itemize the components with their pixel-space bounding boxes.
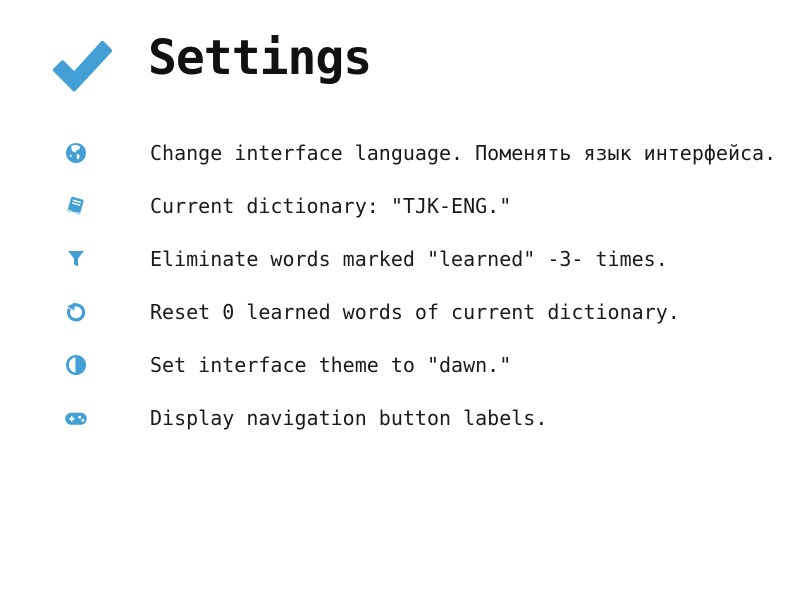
setting-interface-theme[interactable] [0,338,800,391]
book-icon [64,194,88,218]
globe-icon [64,141,88,165]
checkmark-icon [48,38,116,94]
reset-icon [64,300,88,324]
setting-label: Set interface theme to "dawn." [150,352,512,377]
page-title: Settings [148,30,372,86]
filter-icon [64,247,88,271]
setting-change-language[interactable] [0,126,800,179]
settings-list [0,126,800,444]
setting-eliminate-words[interactable] [0,232,800,285]
setting-label: Display navigation button labels. [150,405,548,430]
gamepad-icon [64,406,88,430]
setting-navigation-labels[interactable] [0,391,800,444]
setting-label: Current dictionary: "TJK-ENG." [150,193,512,218]
setting-current-dictionary[interactable] [0,179,800,232]
setting-label: Reset 0 learned words of current dictionary. [150,299,680,324]
setting-reset-learned[interactable] [0,285,800,338]
theme-icon [64,353,88,377]
setting-label: Eliminate words marked "learned" -3- times. [150,246,668,271]
setting-label: Change interface language. Поменять язык интерфейса. [150,140,777,165]
